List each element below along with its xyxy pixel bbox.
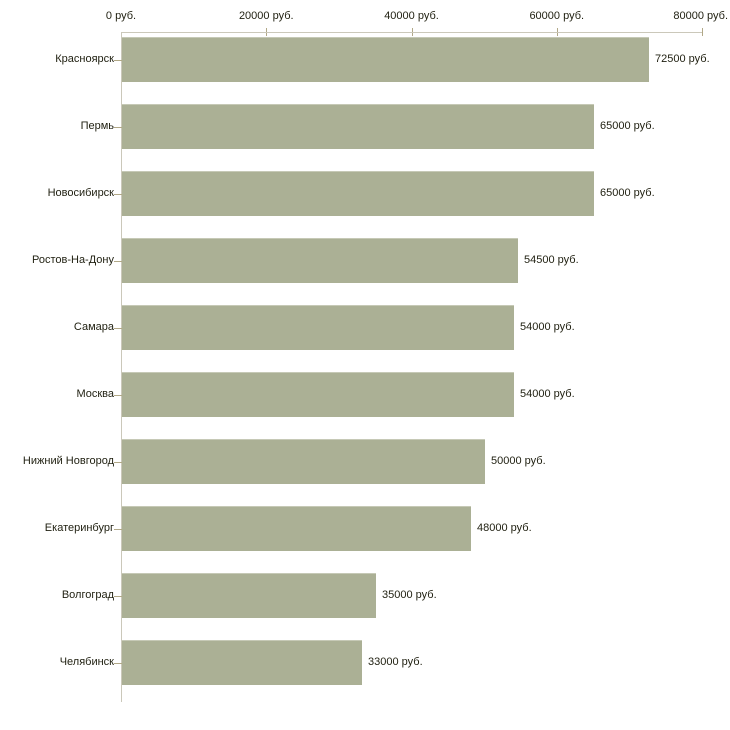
bar-value-label: 50000 руб. [491,455,546,467]
category-label: Нижний Новгород [22,455,114,467]
x-axis-tick-label: 60000 руб. [529,10,585,22]
category-label: Волгоград [61,589,114,601]
bar [122,372,514,417]
bar-value-label: 48000 руб. [477,522,532,534]
bar [122,640,362,685]
x-axis-tick [702,28,703,36]
bar-value-label: 65000 руб. [600,120,655,132]
bar [122,37,649,82]
bar [122,104,594,149]
bar-value-label: 54000 руб. [520,388,575,400]
bar [122,171,594,216]
category-label: Самара [73,321,114,333]
bar [122,439,485,484]
category-label: Екатеринбург [44,522,114,534]
x-axis-line [121,32,702,33]
category-label: Новосибирск [47,187,114,199]
x-axis-tick-label: 80000 руб. [673,10,728,22]
bar-value-label: 65000 руб. [600,187,655,199]
x-axis-tick-label: 0 руб. [105,10,137,22]
x-axis-tick-label: 20000 руб. [238,10,294,22]
x-axis-tick-label: 40000 руб. [384,10,439,22]
bar-value-label: 54000 руб. [520,321,575,333]
category-label: Москва [76,388,114,400]
bar [122,573,376,618]
bar-value-label: 35000 руб. [382,589,437,601]
bar-value-label: 33000 руб. [368,656,423,668]
bar [122,238,518,283]
bar-value-label: 54500 руб. [524,254,579,266]
bar [122,506,471,551]
category-label: Ростов-На-Дону [31,254,114,266]
bar-value-label: 72500 руб. [655,53,710,65]
bar [122,305,514,350]
category-label: Пермь [80,120,114,132]
category-label: Челябинск [59,656,114,668]
category-label: Красноярск [55,53,114,65]
